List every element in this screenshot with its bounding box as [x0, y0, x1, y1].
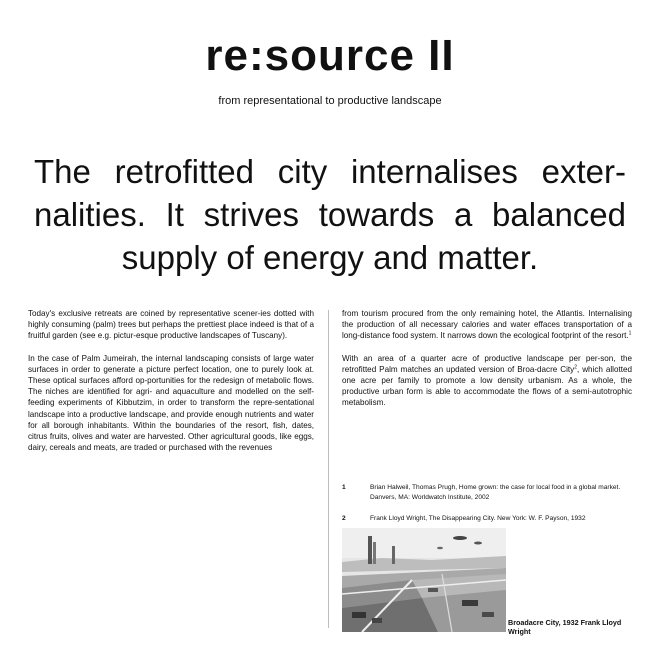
- right-paragraph-1-text: from tourism procured from the only remaining hotel, the Atlantis. Internalising the production of all necessary calories and water effaces transportation of a long-distance food system. It narrows down the ecological footprint of the resort.: [342, 309, 632, 341]
- left-text-column: [28, 308, 314, 464]
- right-text-column: [342, 308, 632, 420]
- footnote-2: [342, 514, 632, 524]
- footnote-number: 1: [342, 484, 346, 491]
- footnote-text: Brian Halweil, Thomas Prugh, Home grown: the case for local food in a global market. Danvers, MA: Worldwatch Institute, 2002: [370, 484, 621, 501]
- headline-statement: The retrofitted city internalises exter-nalities. It strives towards a balanced supply of energy and matter.: [34, 153, 626, 276]
- broadacre-city-illustration: [342, 528, 506, 632]
- page-title: re:source II: [205, 31, 455, 80]
- column-divider: [328, 310, 329, 628]
- footnote-ref-1: 1: [628, 330, 632, 337]
- figure-caption: Broadacre City, 1932 Frank Lloyd Wright: [508, 618, 622, 636]
- footnote-text: Frank Lloyd Wright, The Disappearing City. New York: W. F. Payson, 1932: [370, 515, 586, 522]
- right-paragraph-1: [342, 308, 632, 342]
- footnote-ref-2: 2: [574, 364, 577, 371]
- left-paragraph-2: In the case of Palm Jumeirah, the internal landscaping consists of large water surfaces in order to generate a picture perfect location, one to purely look at. These optical surfaces afford op-portunities for the redesign of metabolic flows. The niches are identified for agri- and aquaculture and modelled on the self-feeding experiments of Kibbutzim, in order to transform the repre-sentational landscape into a productive landscape, and provide enough nutrients and water for all borough inhabitants. Within the boundaries of the resort, fish, dates, citrus fruits, olives and water are harvested. Other agricultural goods, like eggs, dairy, cereals and meats, are traded or purchased with the revenues: [28, 353, 314, 453]
- right-paragraph-2-text-b: , which allotted one acre per family to promote a low density urbanism. As a whole, the productive urban form is able to accommodate the flows of a semi-autotrophic metabolism.: [342, 364, 632, 408]
- page-subtitle: from representational to productive landscape: [218, 95, 442, 107]
- broadacre-city-drawing: [342, 528, 506, 632]
- footnote-1: [342, 483, 632, 502]
- footnote-number: 2: [342, 515, 346, 522]
- right-paragraph-2-text-a: With an area of a quarter acre of productive landscape per per-son, the retrofitted Palm matches an updated version of Broa-dacre City: [342, 353, 632, 374]
- right-paragraph-2: [342, 353, 632, 409]
- left-paragraph-1: Today's exclusive retreats are coined by representative scener-ies dotted with highly consuming (palm) trees but perhaps the prettiest place indeed is that of a fruitful garden (see e.g. pictur-esque productive landscapes of Tuscany).: [28, 309, 314, 341]
